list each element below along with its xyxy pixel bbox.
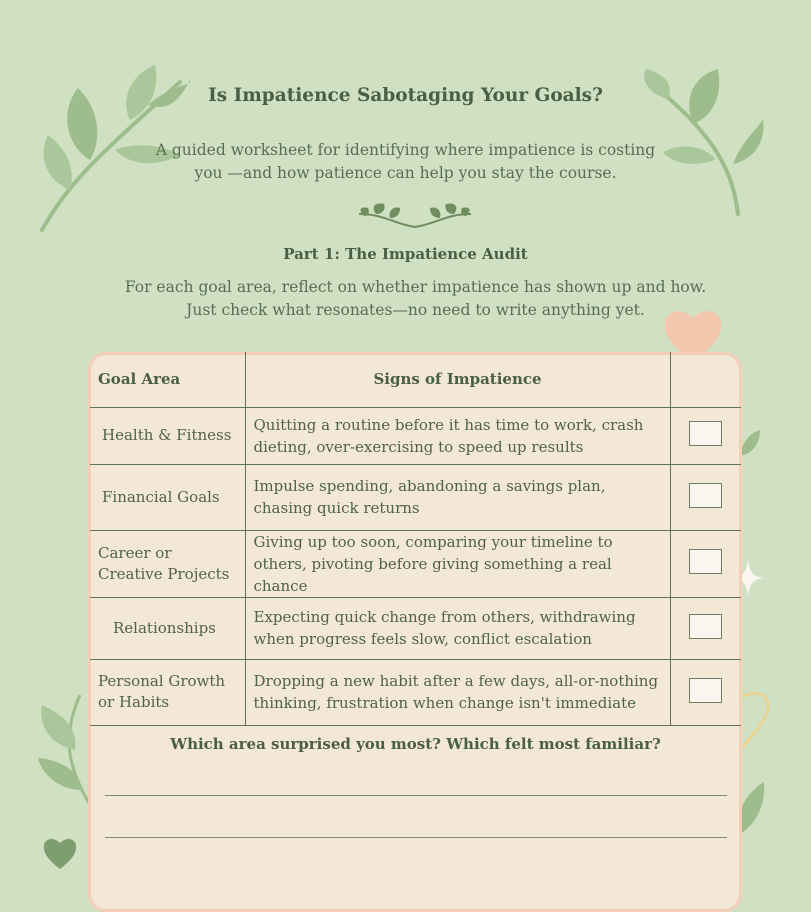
header-check [670,352,741,407]
page-title: Is Impatience Sabotaging Your Goals? [208,85,603,106]
check-cell [670,597,741,659]
heart-small-icon [42,836,78,870]
signs-cell: Impulse spending, abandoning a savings plan, chasing quick returns [245,464,670,530]
check-cell [670,464,741,530]
answer-line[interactable] [105,837,727,838]
checkbox[interactable] [689,614,722,639]
reflection-question: Which area surprised you most? Which felt most familiar? [170,735,661,753]
check-cell [670,530,741,597]
table-header-row [90,352,741,407]
table-row [90,659,741,725]
goal-area-cell: Financial Goals [90,464,245,530]
heart-outline-icon [742,690,772,750]
goal-area-cell: Relationships [90,597,245,659]
header-goal-area: Goal Area [90,352,245,407]
goal-area-cell: Career or Creative Projects [90,530,245,597]
goal-area-cell: Personal Growth or Habits [90,659,245,725]
section-description: For each goal area, reflect on whether impatience has shown up and how. Just check what resonates—no need to write anything yet. [124,278,707,319]
table-row [90,597,741,659]
checkbox[interactable] [689,421,722,446]
signs-cell: Giving up too soon, comparing your timeline to others, pivoting before giving something a real chance [245,530,670,597]
section-title-part1: Part 1: The Impatience Audit [283,245,528,263]
table-row [90,464,741,530]
table-row [90,407,741,464]
goal-area-cell: Health & Fitness [90,407,245,464]
checkbox[interactable] [689,483,722,508]
impatience-audit-table [90,352,741,726]
header-signs: Signs of Impatience [245,352,670,407]
signs-cell: Expecting quick change from others, withdrawing when progress feels slow, conflict escalation [245,597,670,659]
check-cell [670,659,741,725]
page-subtitle: A guided worksheet for identifying where impatience is costing you —and how patience can help you stay the course. [155,141,656,182]
leaf-divider-icon [354,200,476,230]
signs-cell: Dropping a new habit after a few days, all-or-nothing thinking, frustration when change isn't immediate [245,659,670,725]
table-row [90,530,741,597]
answer-line[interactable] [105,795,727,796]
check-cell [670,407,741,464]
checkbox[interactable] [689,549,722,574]
checkbox[interactable] [689,678,722,703]
signs-cell: Quitting a routine before it has time to work, crash dieting, over-exercising to speed up results [245,407,670,464]
